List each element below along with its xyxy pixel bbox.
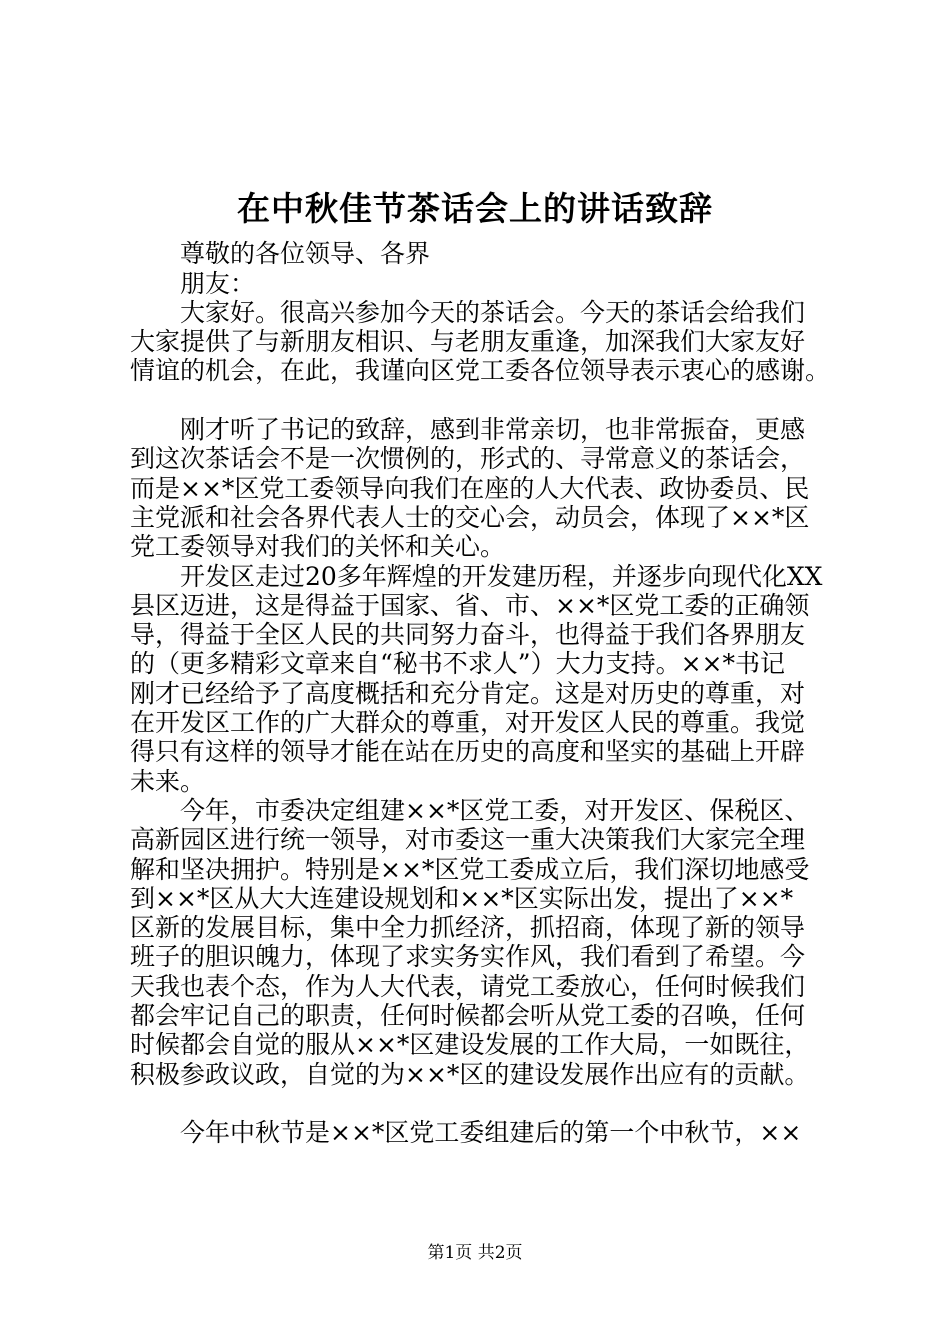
paragraph-line: 未来。 bbox=[130, 766, 206, 796]
paragraph-line: 刚才听了书记的致辞，感到非常亲切，也非常振奋，更感 bbox=[180, 415, 806, 445]
paragraph-line: 得只有这样的领导才能在站在历史的高度和坚实的基础上开辟 bbox=[130, 737, 806, 767]
paragraph-gap bbox=[130, 386, 832, 415]
paragraph-line: 今年中秋节是××*区党工委组建后的第一个中秋节，×× bbox=[180, 1118, 802, 1148]
paragraph-line: 导，得益于全区人民的共同努力奋斗，也得益于我们各界朋友 bbox=[130, 620, 806, 650]
paragraph-line: 时候都会自觉的服从××*区建设发展的工作大局，一如既往， bbox=[130, 1030, 810, 1060]
paragraph-line: 今年，市委决定组建××*区党工委，对开发区、保税区、 bbox=[180, 795, 810, 825]
page-number-footer: 第1页 共2页 bbox=[427, 1243, 523, 1263]
paragraph-line: 班子的胆识魄力，体现了求实务实作风，我们看到了希望。今 bbox=[130, 942, 806, 972]
paragraph-line: 到这次茶话会不是一次惯例的，形式的、寻常意义的茶话会， bbox=[130, 444, 806, 474]
paragraph-line: 高新园区进行统一领导，对市委这一重大决策我们大家完全理 bbox=[130, 825, 806, 855]
paragraph-line: 刚才已经给予了高度概括和充分肯定。这是对历史的尊重，对 bbox=[130, 678, 806, 708]
paragraph-line: 党工委领导对我们的关怀和关心。 bbox=[130, 532, 506, 562]
paragraph-line: 大家好。很高兴参加今天的茶话会。今天的茶话会给我们 bbox=[180, 297, 806, 327]
paragraph-line: 积极参政议政，自觉的为××*区的建设发展作出应有的贡献。 bbox=[130, 1059, 810, 1089]
salutation-line: 尊敬的各位领导、各界 bbox=[180, 239, 431, 269]
paragraph-line: 主党派和社会各界代表人士的交心会，动员会，体现了××*区 bbox=[130, 502, 810, 532]
paragraph-line: 而是××*区党工委领导向我们在座的人大代表、政协委员、民 bbox=[130, 473, 810, 503]
paragraph-line: 情谊的机会，在此，我谨向区党工委各位领导表示衷心的感谢。 bbox=[130, 356, 831, 386]
paragraph-line: 都会牢记自己的职责，任何时候都会听从党工委的召唤，任何 bbox=[130, 1001, 806, 1031]
paragraph-line: 开发区走过20多年辉煌的开发建历程，并逐步向现代化XX bbox=[180, 561, 823, 591]
paragraph-line: 区新的发展目标，集中全力抓经济，抓招商，体现了新的领导 bbox=[130, 913, 806, 943]
title-gap bbox=[130, 210, 832, 239]
document-title: 在中秋佳节茶话会上的讲话致辞 bbox=[237, 189, 713, 228]
paragraph-gap bbox=[130, 1089, 832, 1118]
paragraph-line: 大家提供了与新朋友相识、与老朋友重逢，加深我们大家友好 bbox=[130, 327, 806, 357]
paragraph-line: 到××*区从大大连建设规划和××*区实际出发，提出了××* bbox=[130, 883, 794, 913]
paragraph-line: 天我也表个态，作为人大代表，请党工委放心，任何时候我们 bbox=[130, 971, 806, 1001]
paragraph-line: 在开发区工作的广大群众的尊重，对开发区人民的尊重。我觉 bbox=[130, 708, 806, 738]
document-body bbox=[130, 210, 832, 1148]
salutation-line: 朋友： bbox=[180, 268, 256, 298]
paragraph-line: 解和坚决拥护。特别是××*区党工委成立后，我们深切地感受 bbox=[130, 854, 810, 884]
paragraph-line: 的（更多精彩文章来自“秘书不求人”）大力支持。××*书记 bbox=[130, 649, 785, 679]
paragraph-line: 县区迈进，这是得益于国家、省、市、××*区党工委的正确领 bbox=[130, 590, 810, 620]
